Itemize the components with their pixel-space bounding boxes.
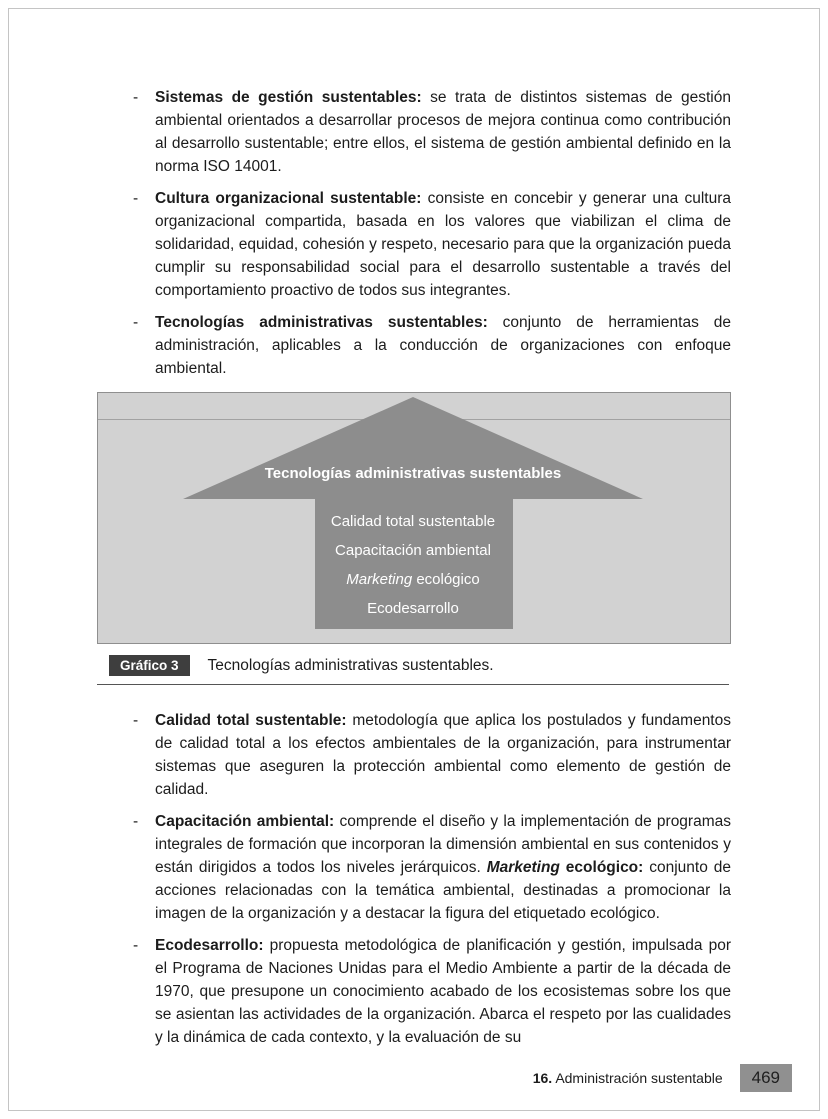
up-arrow-diagram xyxy=(183,397,643,629)
arrow-item xyxy=(183,536,643,565)
list-bullet: - xyxy=(133,89,139,106)
list-item xyxy=(133,86,731,178)
list-item xyxy=(133,934,731,1049)
list-bullet: - xyxy=(133,314,139,331)
term: ecológico: xyxy=(559,859,644,876)
arrow-item xyxy=(183,507,643,536)
italic-segment: Marketing xyxy=(346,571,413,588)
text-segment: Calidad total sustentable xyxy=(330,513,496,530)
term: Calidad total sustentable: xyxy=(155,712,347,729)
arrow-item xyxy=(183,565,643,594)
arrow-title: Tecnologías administrativas sustentables xyxy=(264,465,562,482)
figure-grafico-3 xyxy=(97,392,731,644)
list-bullet: - xyxy=(133,712,139,729)
list-bullet: - xyxy=(133,937,139,954)
term: Tecnologías administrativas sustentables: xyxy=(155,314,488,331)
chapter-title: Administración sustentable xyxy=(555,1070,723,1086)
text-segment: metodología que aplica los postulados y fundamentos de calidad total a los efectos ambientales de la organización, para instrumentar sistemas que aseguren la protección ambiental como elemento de gestión de calidad. xyxy=(155,712,731,798)
list-item-text xyxy=(155,187,731,302)
list-item xyxy=(133,709,731,801)
list-bullet: - xyxy=(133,190,139,207)
text-segment: Capacitación ambiental xyxy=(335,542,491,559)
top-list xyxy=(97,86,731,380)
caption-text: Tecnologías administrativas sustentables. xyxy=(207,656,494,674)
page-content xyxy=(97,86,731,1058)
page-number: 469 xyxy=(740,1064,792,1092)
arrow-item-list xyxy=(183,507,643,623)
list-bullet: - xyxy=(133,813,139,830)
text-segment: conjunto de acciones relacionadas con la temática ambiental, destinadas a promocionar la imagen de la organización y a destacar la figura del etiquetado ecológico. xyxy=(155,859,731,922)
bottom-list xyxy=(97,709,731,1049)
term xyxy=(487,859,560,876)
text-segment: conjunto de herramientas de administración, aplicables a la conducción de organizaciones con enfoque ambiental. xyxy=(155,314,731,377)
list-item-text xyxy=(155,86,731,178)
term: Sistemas de gestión sustentables: xyxy=(155,89,422,106)
term: Cultura organizacional sustentable: xyxy=(155,190,422,207)
text-segment: comprende el diseño y la implementación de programas integrales de formación que incorporan la dimensión ambiental en sus contenidos y están dirigidos a todos los niveles jerárquicos. xyxy=(155,813,731,876)
list-item xyxy=(133,311,731,380)
term: Capacitación ambiental: xyxy=(155,813,335,830)
text-segment: consiste en concebir y generar una cultura organizacional compartida, basada en los valores que viabilizan el clima de solidaridad, equidad, cohesión y respeto, necesario para que la organización pueda cumplir su responsabilidad social para el desarrollo sustentable a través del comportamiento proactivo de todos sus integrantes. xyxy=(155,190,731,299)
list-item xyxy=(133,810,731,925)
list-item-text xyxy=(155,934,731,1049)
list-item-text xyxy=(155,810,731,925)
page-footer xyxy=(533,1064,792,1092)
text-segment: propuesta metodológica de planificación y gestión, impulsada por el Programa de Naciones Unidas para el Medio Ambiente a partir de la década de 1970, que presupone un conocimiento acabado de los ecosistemas sobre los que se asientan las actividades de la organización. Abarca el respeto por las cualidades y la dinámica de cada contexto, y la evaluación de su xyxy=(155,937,731,1046)
caption-label-badge: Gráfico 3 xyxy=(109,655,190,676)
list-item-text xyxy=(155,311,731,380)
italic-segment: Marketing xyxy=(486,859,560,876)
figure-caption xyxy=(97,655,729,685)
chapter-number: 16. xyxy=(532,1070,553,1086)
list-item xyxy=(133,187,731,302)
term: Ecodesarrollo: xyxy=(155,937,264,954)
list-item-text xyxy=(155,709,731,801)
text-segment: Ecodesarrollo xyxy=(367,600,459,617)
text-segment: se trata de distintos sistemas de gestión ambiental orientados a desarrollar procesos de mejora continua como contribución al desarrollo sustentable; entre ellos, el sistema de gestión ambiental definido en la norma ISO 14001. xyxy=(155,89,731,175)
text-segment: ecológico xyxy=(412,571,480,588)
arrow-item xyxy=(183,594,643,623)
running-footer xyxy=(533,1070,723,1086)
